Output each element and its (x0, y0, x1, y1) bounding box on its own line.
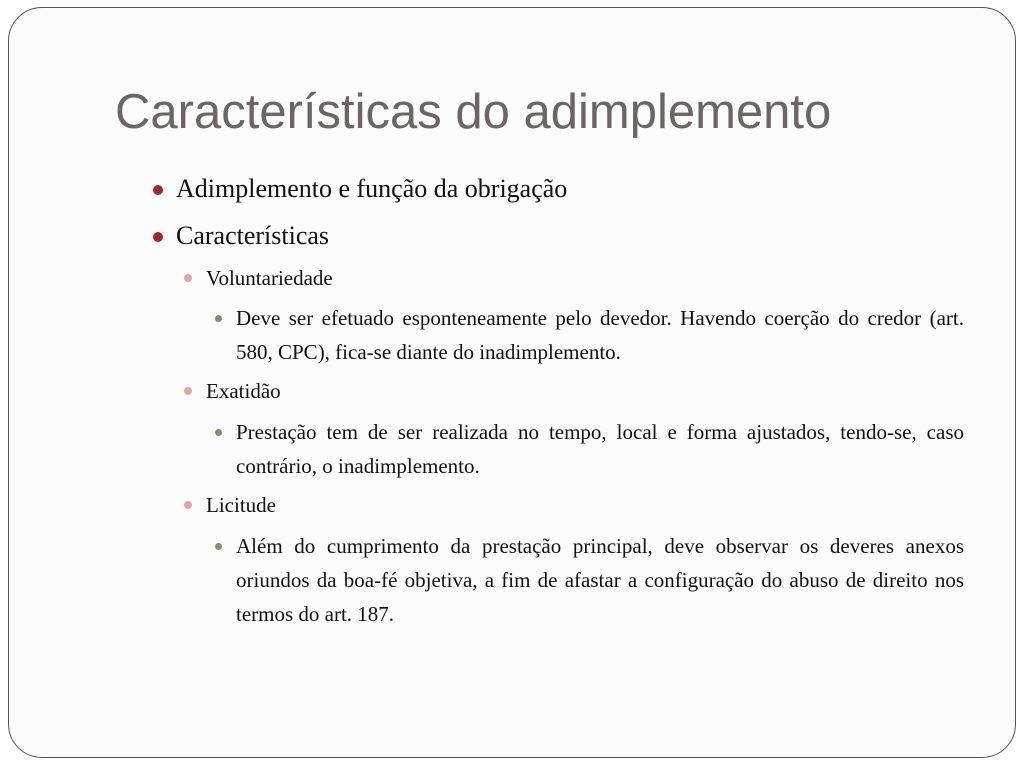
bullet-item-l2 (206, 265, 333, 291)
bullet-dot-icon (184, 274, 192, 282)
bullet-dot-icon (215, 543, 222, 550)
bullet-text: Voluntariedade (206, 266, 333, 290)
bullet-dot-icon (153, 185, 163, 195)
bullet-text: Adimplemento e função da obrigação (176, 174, 568, 203)
bullet-item-l3 (236, 301, 964, 369)
bullet-text: Deve ser efetuado esponteneamente pelo devedor. Havendo coerção do credor (art. 580, CPC), fica-se diante do inadimplemento. (236, 306, 964, 364)
bullet-text: Licitude (206, 493, 276, 517)
bullet-item-l1 (176, 173, 567, 205)
bullet-text: Exatidão (206, 379, 281, 403)
bullet-dot-icon (215, 315, 222, 322)
bullet-dot-icon (184, 501, 192, 509)
bullet-item-l2 (206, 378, 281, 404)
slide-title: Características do adimplemento (115, 85, 832, 139)
slide-frame (8, 7, 1016, 758)
bullet-text: Além do cumprimento da prestação principal, deve observar os deveres anexos oriundos da boa-fé objetiva, a fim de afastar a configuração do abuso de direito nos termos do art. 187. (236, 534, 964, 626)
bullet-item-l1 (176, 220, 329, 252)
bullet-text: Prestação tem de ser realizada no tempo, local e forma ajustados, tendo-se, caso contrário, o inadimplemento. (236, 420, 964, 478)
bullet-dot-icon (184, 387, 192, 395)
bullet-dot-icon (215, 429, 222, 436)
bullet-item-l3 (236, 415, 964, 483)
bullet-dot-icon (153, 232, 163, 242)
bullet-item-l3 (236, 529, 964, 631)
bullet-item-l2 (206, 492, 276, 518)
bullet-text: Características (176, 221, 330, 250)
